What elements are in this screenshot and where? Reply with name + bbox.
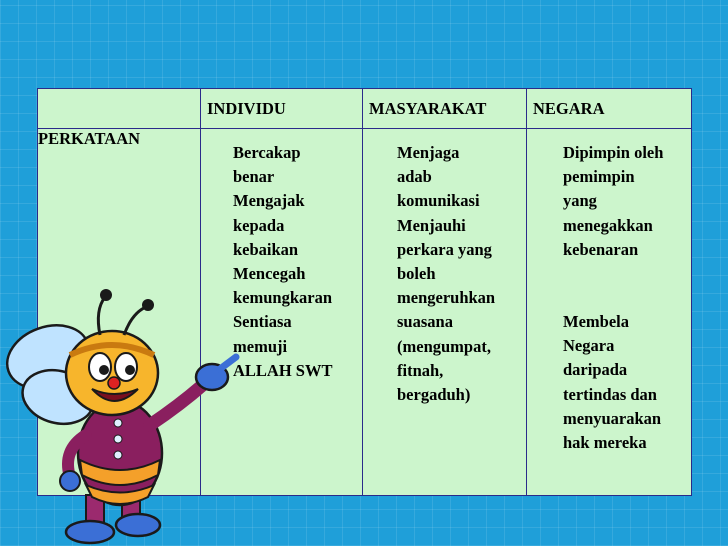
masyarakat-line: komunikasi: [397, 191, 480, 211]
masyarakat-line: (mengumpat,: [397, 336, 491, 356]
negara-line: hak mereka: [563, 433, 647, 453]
individu-line: kepada: [233, 215, 285, 235]
cartoon-bee-pointing-icon: [0, 285, 240, 546]
bee-antenna-tip: [100, 289, 112, 301]
negara-line: menyuarakan: [563, 408, 662, 428]
negara-line: kebenaran: [563, 239, 639, 259]
individu-line: Bercakap: [233, 143, 301, 162]
bee-hand: [60, 471, 80, 491]
bee-pupil: [125, 365, 135, 375]
masyarakat-line: boleh: [397, 264, 436, 284]
pointing-finger-icon: [220, 357, 236, 369]
header-row: [38, 89, 692, 129]
negara-line: tertindas dan: [563, 384, 657, 404]
individu-line: Sentiasa: [233, 312, 292, 332]
bee-button: [114, 435, 122, 443]
negara-line: menegakkan: [563, 215, 653, 235]
individu-line: benar: [233, 167, 275, 187]
bee-nose: [108, 377, 120, 389]
header-negara: NEGARA: [527, 89, 692, 129]
individu-line: kebaikan: [233, 239, 299, 259]
individu-line: ALLAH SWT: [233, 360, 333, 380]
bee-antenna: [98, 297, 105, 335]
bee-pupil: [99, 365, 109, 375]
bee-antenna-tip: [142, 299, 154, 311]
negara-line: pemimpin: [563, 167, 635, 187]
individu-line: Mencegah: [233, 264, 306, 284]
negara-line: daripada: [563, 360, 628, 380]
header-individu: INDIVIDU: [201, 89, 363, 129]
negara-line: Dipimpin oleh: [563, 143, 664, 162]
masyarakat-line: fitnah,: [397, 360, 444, 380]
bee-arm: [150, 383, 205, 425]
header-empty: [38, 89, 201, 129]
individu-line: Mengajak: [233, 191, 305, 211]
cell-masyarakat: [363, 129, 527, 496]
cell-negara: [527, 129, 692, 496]
bee-button: [114, 451, 122, 459]
masyarakat-line: Menjauhi: [397, 215, 466, 235]
masyarakat-line: perkara yang: [397, 239, 492, 259]
bee-shoe: [66, 521, 114, 543]
spacer: [563, 262, 691, 310]
masyarakat-line: mengeruhkan: [397, 288, 496, 308]
bee-shoe: [116, 514, 160, 536]
masyarakat-line: suasana: [397, 312, 453, 332]
individu-line: memuji: [233, 336, 288, 356]
masyarakat-line: Menjaga: [397, 143, 460, 162]
bee-button: [114, 419, 122, 427]
negara-line: yang: [563, 191, 597, 211]
individu-line: kemungkaran: [233, 288, 333, 308]
masyarakat-line: bergaduh): [397, 385, 471, 405]
masyarakat-line: adab: [397, 167, 432, 187]
row-label: PERKATAAN: [38, 129, 201, 496]
header-masyarakat: MASYARAKAT: [363, 89, 527, 129]
negara-line: Membela: [563, 312, 629, 332]
bee-antenna: [124, 307, 146, 335]
negara-line: Negara: [563, 336, 615, 356]
